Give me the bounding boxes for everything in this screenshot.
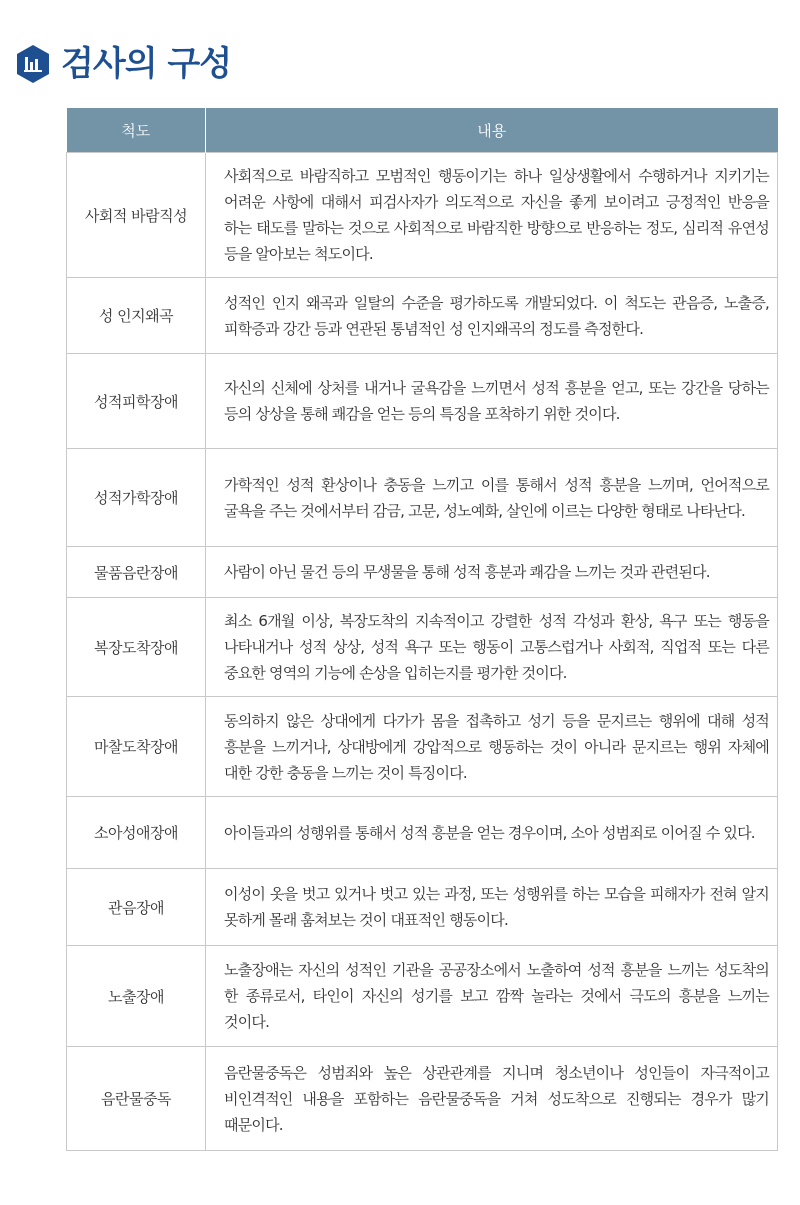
table-row bbox=[67, 797, 778, 869]
scale-description: 음란물중독은 성범죄와 높은 상관관계를 지니며 청소년이나 성인들이 자극적이고 비인격적인 내용을 포함하는 음란물중독을 거쳐 성도착으로 진행되는 경우가 많기 때문이다. bbox=[206, 1047, 778, 1151]
table-row bbox=[67, 354, 778, 449]
scale-description: 자신의 신체에 상처를 내거나 굴욕감을 느끼면서 성적 흥분을 얻고, 또는 강간을 당하는 등의 상상을 통해 쾌감을 얻는 등의 특징을 포착하기 위한 것이다. bbox=[206, 354, 778, 449]
scale-description: 이성이 옷을 벗고 있거나 벗고 있는 과정, 또는 성행위를 하는 모습을 피해자가 전혀 알지 못하게 몰래 훔쳐보는 것이 대표적인 행동이다. bbox=[206, 869, 778, 946]
table-header-row bbox=[67, 108, 778, 153]
scale-name: 물품음란장애 bbox=[67, 547, 206, 598]
column-header-content: 내용 bbox=[206, 108, 778, 153]
scale-name: 마찰도착장애 bbox=[67, 697, 206, 797]
scale-name: 소아성애장애 bbox=[67, 797, 206, 869]
scale-name: 성적가학장애 bbox=[67, 449, 206, 547]
scale-description: 아이들과의 성행위를 통해서 성적 흥분을 얻는 경우이며, 소아 성범죄로 이어질 수 있다. bbox=[206, 797, 778, 869]
scale-description: 노출장애는 자신의 성적인 기관을 공공장소에서 노출하여 성적 흥분을 느끼는 성도착의 한 종류로서, 타인이 자신의 성기를 보고 깜짝 놀라는 것에서 극도의 흥분을 느끼는 것이다. bbox=[206, 946, 778, 1047]
scale-description: 최소 6개월 이상, 복장도착의 지속적이고 강렬한 성적 각성과 환상, 욕구 또는 행동을 나타내거나 성적 상상, 성적 욕구 또는 행동이 고통스럽거나 사회적, 직업적 또는 다른 중요한 영역의 기능에 손상을 입히는지를 평가한 것이다. bbox=[206, 598, 778, 697]
scale-name: 노출장애 bbox=[67, 946, 206, 1047]
table-row bbox=[67, 869, 778, 946]
scale-description: 가학적인 성적 환상이나 충동을 느끼고 이를 통해서 성적 흥분을 느끼며, 언어적으로 굴욕을 주는 것에서부터 감금, 고문, 성노예화, 살인에 이르는 다양한 형태로 나타난다. bbox=[206, 449, 778, 547]
table-row bbox=[67, 278, 778, 354]
table-row bbox=[67, 1047, 778, 1151]
section-header bbox=[15, 40, 231, 88]
scale-name: 사회적 바람직성 bbox=[67, 153, 206, 278]
scale-name: 성적피학장애 bbox=[67, 354, 206, 449]
table-row bbox=[67, 449, 778, 547]
page-title: 검사의 구성 bbox=[61, 44, 232, 84]
table-row bbox=[67, 547, 778, 598]
scale-name: 성 인지왜곡 bbox=[67, 278, 206, 354]
scale-name: 복장도착장애 bbox=[67, 598, 206, 697]
table-row bbox=[67, 697, 778, 797]
scale-name: 음란물중독 bbox=[67, 1047, 206, 1151]
scale-description: 사회적으로 바람직하고 모범적인 행동이기는 하나 일상생활에서 수행하거나 지키기는 어려운 사항에 대해서 피검사자가 의도적으로 자신을 좋게 보이려고 긍정적인 반응을 하는 태도를 말하는 것으로 사회적으로 바람직한 방향으로 반응하는 정도, 심리적 유연성 등을 알아보는 척도이다. bbox=[206, 153, 778, 278]
bar-chart-hexagon-icon bbox=[15, 44, 51, 84]
scale-description: 동의하지 않은 상대에게 다가가 몸을 접촉하고 성기 등을 문지르는 행위에 대해 성적 흥분을 느끼거나, 상대방에게 강압적으로 행동하는 것이 아니라 문지르는 행위 자체에 대한 강한 충동을 느끼는 것이 특징이다. bbox=[206, 697, 778, 797]
table-row bbox=[67, 153, 778, 278]
table-row bbox=[67, 946, 778, 1047]
scale-name: 관음장애 bbox=[67, 869, 206, 946]
scale-description: 사람이 아닌 물건 등의 무생물을 통해 성적 흥분과 쾌감을 느끼는 것과 관련된다. bbox=[206, 547, 778, 598]
column-header-scale: 척도 bbox=[67, 108, 206, 153]
scale-description: 성적인 인지 왜곡과 일탈의 수준을 평가하도록 개발되었다. 이 척도는 관음증, 노출증, 피학증과 강간 등과 연관된 통념적인 성 인지왜곡의 정도를 측정한다. bbox=[206, 278, 778, 354]
table-row bbox=[67, 598, 778, 697]
scale-table bbox=[66, 108, 778, 1151]
